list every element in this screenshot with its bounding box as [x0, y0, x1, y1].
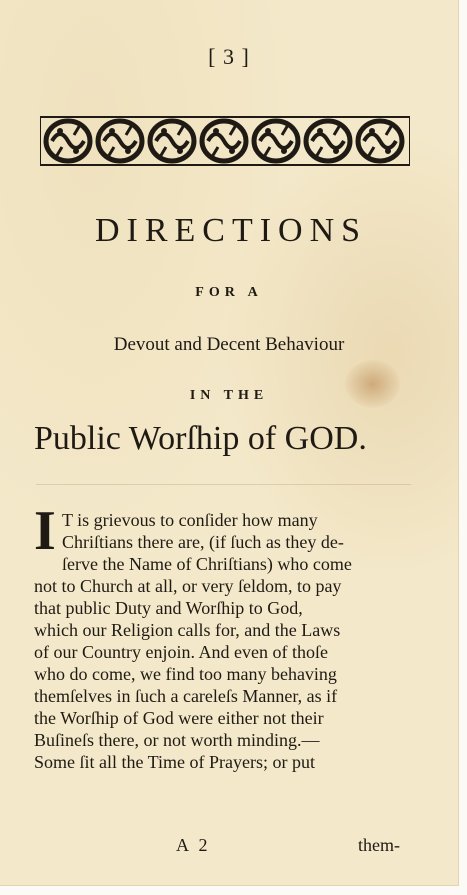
body-line: that public Duty and Worſhip to God, [34, 598, 303, 618]
body-line: themſelves in ſuch a careleſs Manner, as if [34, 686, 338, 706]
body-line: who do come, we find too many behaving [34, 664, 337, 684]
body-line: Chriſtians there are, (if ſuch as they de- [62, 532, 344, 552]
subtitle: Devout and Decent Behaviour [113, 334, 345, 355]
body-line: of our Country enjoin. And even of thoſe [34, 642, 328, 662]
page-number: [ 3 ] [208, 44, 250, 69]
body-line: Some ſit all the Time of Prayers; or put [34, 752, 315, 772]
body-line: not to Church at all, or very ſeldom, to pay [34, 576, 342, 596]
signature-mark: A 2 [176, 835, 211, 855]
decorative-headpiece-ornament [40, 113, 410, 169]
drop-cap: I [34, 500, 56, 562]
body-line: which our Religion calls for, and the Laws [34, 620, 341, 640]
catchword: them- [358, 835, 400, 855]
title-line-in-the: IN THE [189, 388, 269, 403]
page-title: DIRECTIONS [94, 212, 368, 249]
body-line: the Worſhip of God were either not their [34, 708, 324, 728]
divider [36, 484, 411, 485]
body-line: ſerve the Name of Chriſtians) who come [62, 554, 352, 574]
title-line-for-a: FOR A [195, 285, 263, 300]
section-heading: Public Worſhip of GOD. [34, 420, 367, 457]
body-line: Buſineſs there, or not worth minding.— [34, 730, 320, 750]
body-line: T is grievous to conſider how many [62, 510, 318, 530]
